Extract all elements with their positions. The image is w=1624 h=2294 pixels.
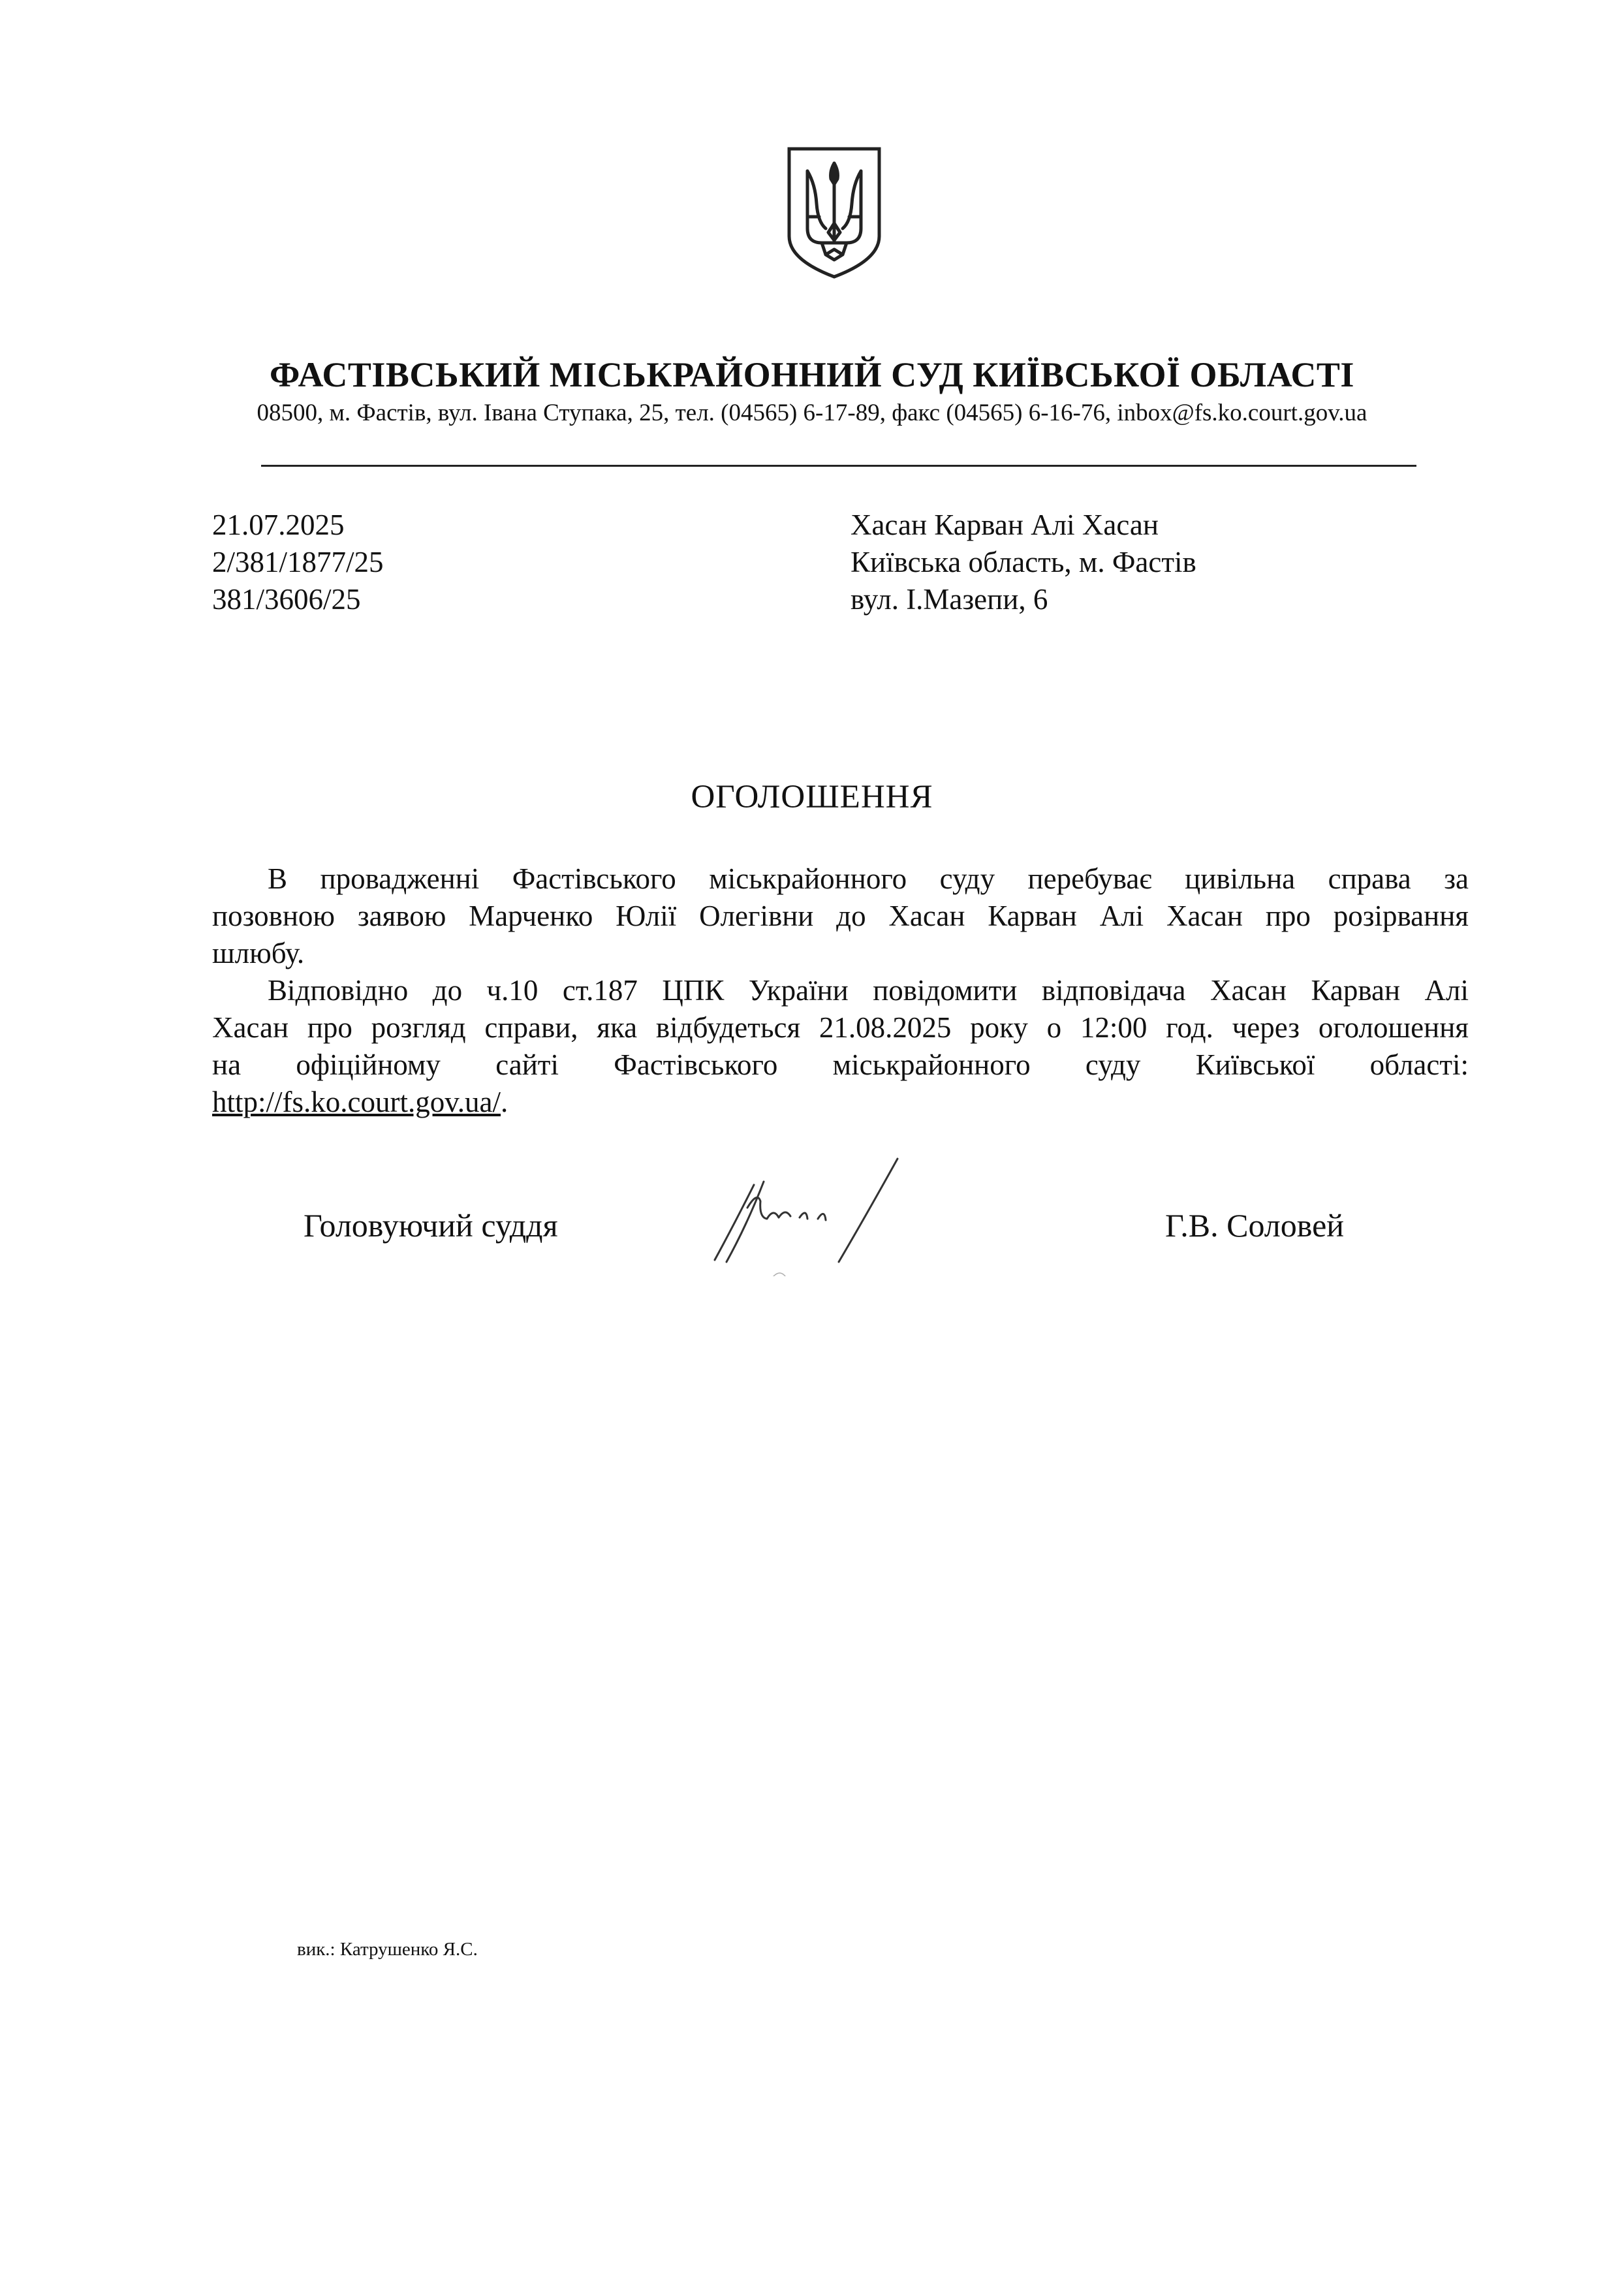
notice-paragraph-2 — [212, 972, 1469, 1121]
paragraph-line: Хасан про розгляд справи, яка відбудеться 21.08.2025 року о 12:00 год. через оголошення — [212, 1011, 1469, 1044]
outgoing-number: 381/3606/25 — [212, 583, 361, 616]
paragraph-line: на офіційному сайті Фастівського міськрайонного суду Київської області: — [212, 1048, 1469, 1081]
link-suffix: . — [501, 1086, 508, 1118]
header-divider — [261, 465, 1416, 467]
handwritten-signature — [708, 1146, 956, 1276]
notice-paragraph-1 — [212, 860, 1469, 972]
paragraph-line: Відповідно до ч.10 ст.187 ЦПК України повідомити відповідача Хасан Карван Алі — [268, 974, 1469, 1007]
paragraph-line: В провадженні Фастівського міськрайонного суду перебуває цивільна справа за — [268, 862, 1469, 895]
notice-title: ОГОЛОШЕННЯ — [691, 779, 933, 815]
case-number: 2/381/1877/25 — [212, 546, 384, 578]
paragraph-line: позовною заявою Марченко Юлії Олегівни до Хасан Карван Алі Хасан про розірвання — [212, 900, 1469, 932]
judge-name: Г.В. Соловей — [1165, 1207, 1345, 1244]
court-name: ФАСТІВСЬКИЙ МІСЬКРАЙОННИЙ СУД КИЇВСЬКОЇ ОБЛАСТІ — [270, 355, 1354, 394]
paragraph-line: шлюбу. — [212, 937, 305, 969]
court-website-link[interactable]: http://fs.ko.court.gov.ua/ — [212, 1086, 501, 1118]
court-address-line: 08500, м. Фастів, вул. Івана Ступака, 25, тел. (04565) 6-17-89, факс (04565) 6-16-76, inbox@fs.ko.court.gov.ua — [257, 400, 1367, 426]
paragraph-line — [212, 1084, 1469, 1121]
addressee-region-city: Київська область, м. Фастів — [851, 546, 1196, 578]
addressee-street: вул. І.Мазепи, 6 — [851, 583, 1048, 616]
addressee-name: Хасан Карван Алі Хасан — [851, 509, 1159, 541]
letter-date: 21.07.2025 — [212, 509, 345, 541]
signature-role: Головуючий суддя — [304, 1207, 558, 1244]
coat-of-arms-icon — [785, 145, 884, 279]
executor-note: вик.: Катрушенко Я.С. — [297, 1939, 478, 1960]
